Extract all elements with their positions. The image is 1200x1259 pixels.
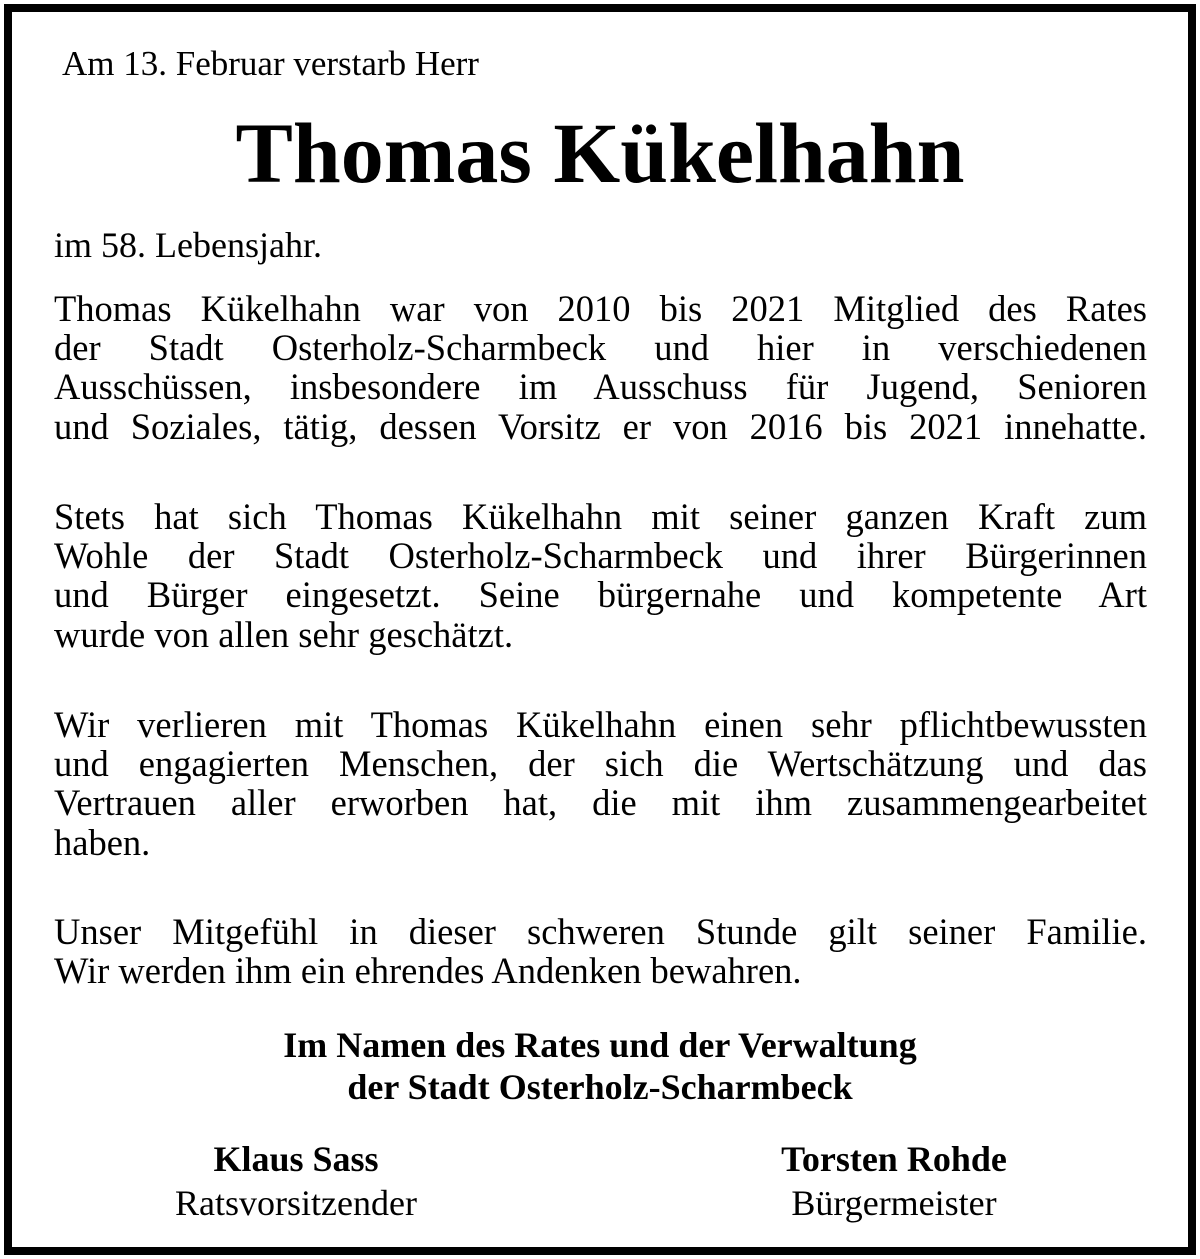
signatory-role: Ratsvorsitzender [175,1183,417,1223]
paragraph-line: und engagierten Menschen, der sich die Wertschätzung und das [54,743,1147,785]
paragraph-line: der Stadt Osterholz-Scharmbeck und hier in verschiedenen [54,327,1147,369]
intro-line: Am 13. Februar verstarb Herr [62,44,479,83]
paragraph-line: Stets hat sich Thomas Kükelhahn mit seiner ganzen Kraft zum [54,496,1147,537]
paragraph-line: Wir werden ihm ein ehrendes Andenken bewahren. [54,950,802,992]
signatory-name: Torsten Rohde [781,1139,1007,1179]
paragraph-line: Wohle der Stadt Osterholz-Scharmbeck und ihrer Bürgerinnen [54,535,1147,577]
signatory-name: Klaus Sass [213,1139,379,1179]
paragraph-line: Vertrauen aller erworben hat, die mit ihm zusammengearbeitet [54,782,1147,824]
paragraph-line: wurde von allen sehr geschätzt. [54,613,514,655]
age-line: im 58. Lebensjahr. [54,225,322,265]
paragraph-council-membership [54,289,1147,446]
paragraph-dedication [54,497,1147,654]
paragraph-line: und Soziales, tätig, dessen Vorsitz er von 2016 bis 2021 innehatte. [54,405,1147,447]
paragraph-line: Ausschüssen, insbesondere im Ausschuss für Jugend, Senioren [54,366,1147,408]
signature-council-chair [86,1138,506,1226]
paragraph-condolence [54,912,1147,990]
signature-mayor [684,1138,1104,1226]
closing-block [0,1024,1200,1108]
paragraph-loss [54,705,1147,862]
deceased-name: Thomas Kükelhahn [235,105,965,201]
signatory-role: Bürgermeister [791,1183,997,1223]
paragraph-line: und Bürger eingesetzt. Seine bürgernahe und kompetente Art [54,574,1147,616]
closing-line: der Stadt Osterholz-Scharmbeck [347,1067,853,1107]
paragraph-line: Unser Mitgefühl in dieser schweren Stunde gilt seiner Familie. [54,911,1147,952]
paragraph-line: Wir verlieren mit Thomas Kükelhahn einen sehr pflichtbewussten [54,704,1147,745]
closing-line: Im Namen des Rates und der Verwaltung [283,1025,917,1065]
paragraph-line: Thomas Kükelhahn war von 2010 bis 2021 Mitglied des Rates [54,288,1147,329]
paragraph-line: haben. [54,821,151,863]
